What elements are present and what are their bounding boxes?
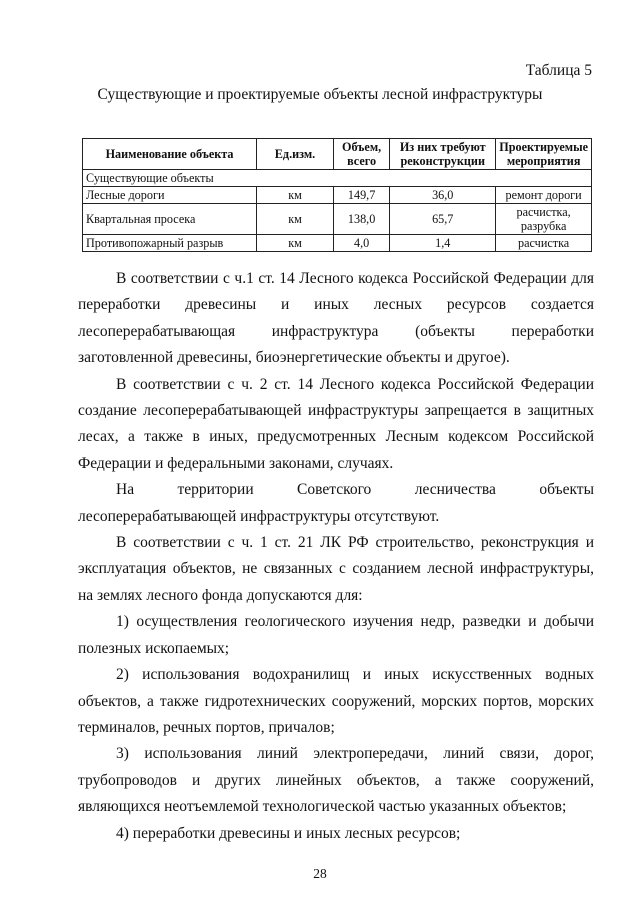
infrastructure-table — [82, 138, 592, 252]
cell-reconstruction: 65,7 — [390, 204, 496, 235]
table-header-row — [83, 139, 592, 170]
cell-unit: км — [257, 235, 334, 252]
table-section-row — [83, 170, 592, 187]
paragraph: В соответствии с ч. 1 ст. 21 ЛК РФ строительство, реконструкция и эксплуатация объектов, не связанных с созданием лесной инфраструктуры, на землях лесного фонда допускаются для: — [78, 534, 594, 604]
cell-object-name: Лесные дороги — [83, 187, 257, 204]
header-volume: Объем, всего — [333, 139, 389, 170]
paragraph: 3) использования линий электропередачи, линий связи, дорог, трубопроводов и других линейных объектов, а также сооружений, являющихся неотъемлемой технологической частью указанных объектов; — [78, 745, 594, 816]
paragraph: На территории Советского лесничества объекты лесоперерабатывающей инфраструктуры отсутствуют. — [78, 481, 594, 525]
cell-unit: км — [257, 204, 334, 235]
header-object-name: Наименование объекта — [83, 139, 257, 170]
cell-planned-measures: ремонт дороги — [496, 187, 592, 204]
cell-reconstruction: 1,4 — [390, 235, 496, 252]
page-number: 28 — [313, 866, 327, 881]
cell-planned-measures: расчистка, разрубка — [496, 204, 592, 235]
table-row — [83, 235, 592, 252]
cell-unit: км — [257, 187, 334, 204]
cell-object-name: Противопожарный разрыв — [83, 235, 257, 252]
cell-reconstruction: 36,0 — [390, 187, 496, 204]
header-reconstruction: Из них требуют реконструкции — [390, 139, 496, 170]
cell-object-name: Квартальная просека — [83, 204, 257, 235]
body-text — [78, 266, 594, 847]
table-label: Таблица 5 — [525, 62, 592, 79]
cell-volume: 138,0 — [333, 204, 389, 235]
section-label: Существующие объекты — [83, 170, 592, 187]
table-row — [83, 204, 592, 235]
header-unit: Ед.изм. — [257, 139, 334, 170]
paragraph: 2) использования водохранилищ и иных искусственных водных объектов, а также гидротехнических сооружений, морских портов, морских терминалов, речных портов, причалов; — [78, 666, 594, 736]
table-title: Существующие и проектируемые объекты лесной инфраструктуры — [97, 86, 543, 103]
table-row — [83, 187, 592, 204]
cell-planned-measures: расчистка — [496, 235, 592, 252]
cell-volume: 149,7 — [333, 187, 389, 204]
paragraph: В соответствии с ч.1 ст. 14 Лесного кодекса Российской Федерации для переработки древесины и иных лесных ресурсов создается лесоперерабатывающая инфраструктура (объекты переработки заготовленной древесины, биоэнергетические объекты и другое). — [78, 270, 594, 367]
paragraph: 4) переработки древесины и иных лесных ресурсов; — [116, 824, 461, 842]
paragraph: В соответствии с ч. 2 ст. 14 Лесного кодекса Российской Федерации создание лесоперерабатывающей инфраструктуры запрещается в защитных лесах, а также в иных, предусмотренных Лесным кодексом Российской Федерации и федеральными законами, случаях. — [78, 375, 594, 472]
cell-volume: 4,0 — [333, 235, 389, 252]
paragraph: 1) осуществления геологического изучения недр, разведки и добычи полезных ископаемых; — [78, 613, 594, 657]
header-planned-measures: Проектируемые мероприятия — [496, 139, 592, 170]
